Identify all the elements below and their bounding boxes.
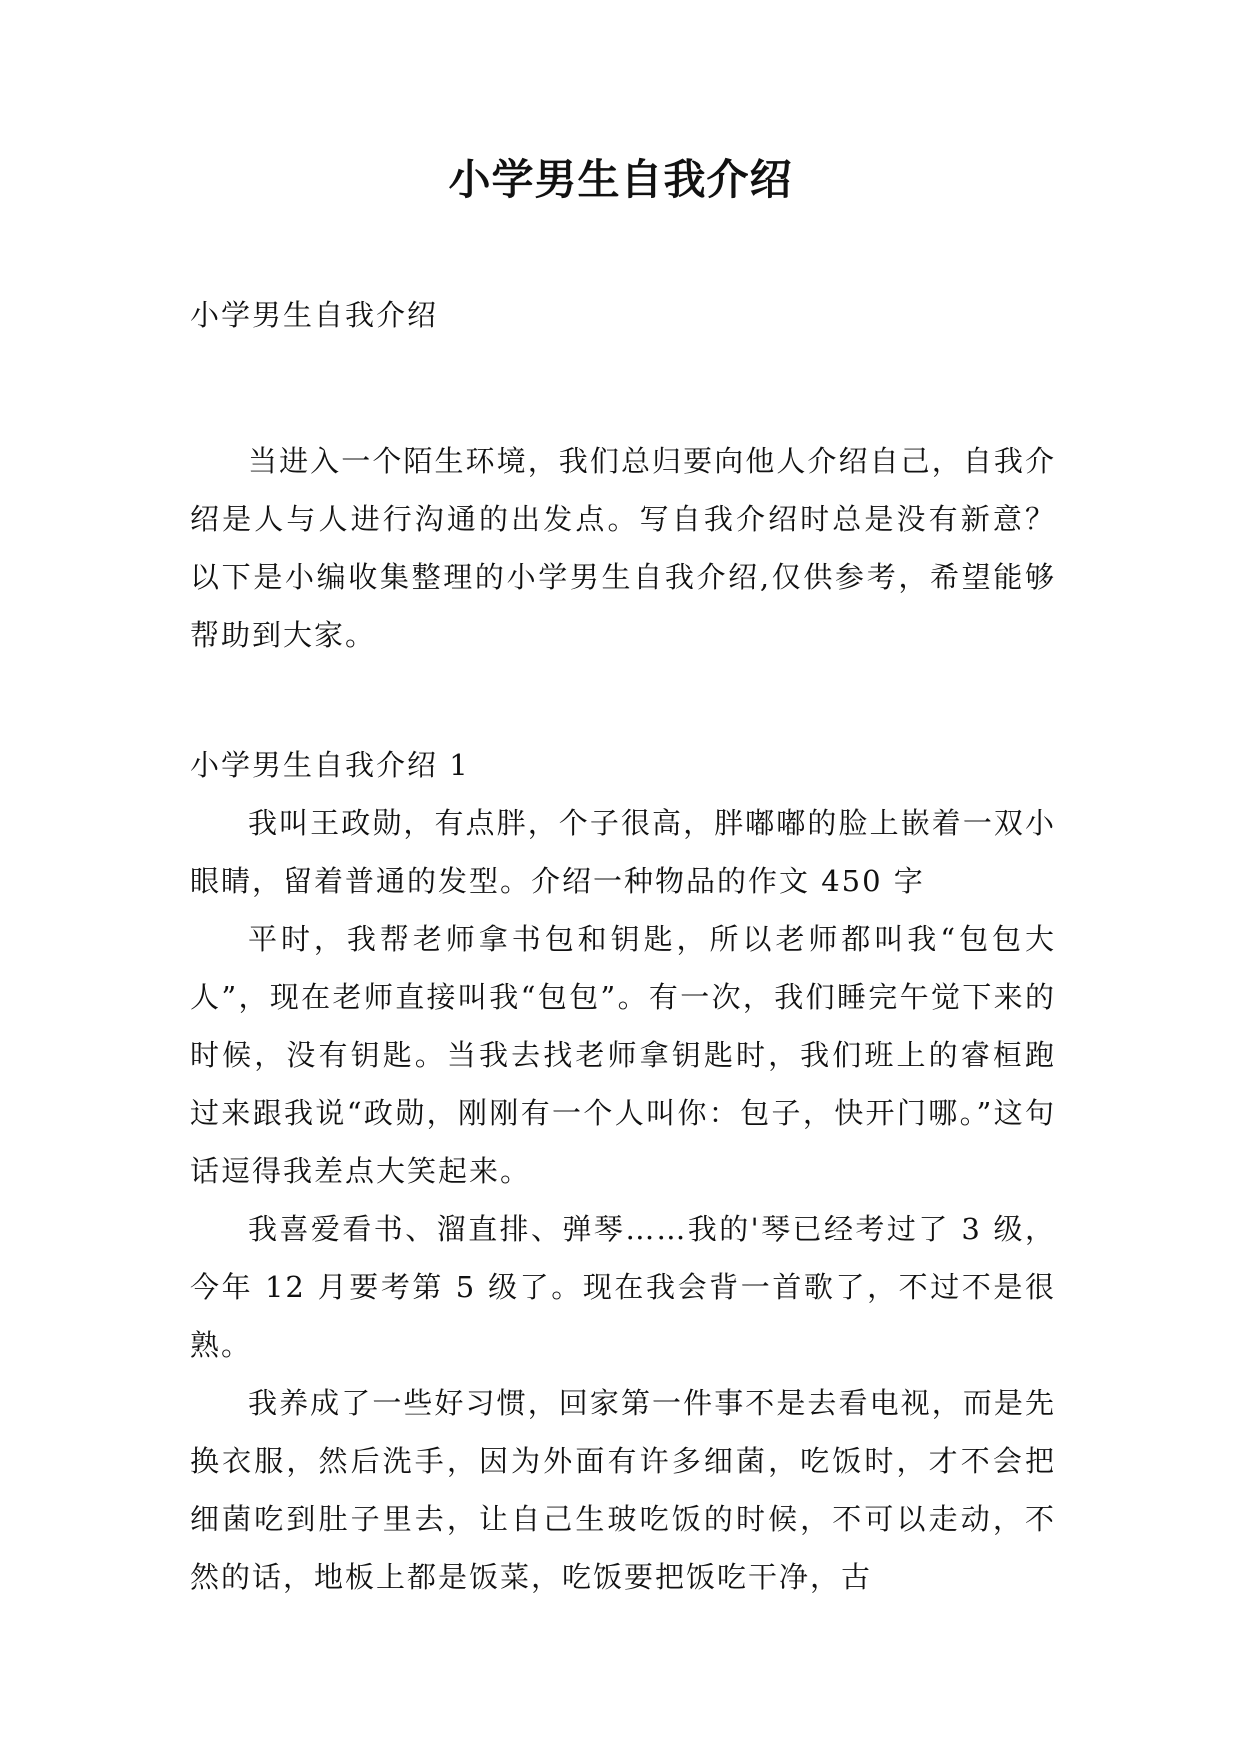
spacer: [190, 664, 1056, 736]
body-paragraph: 我叫王政勋，有点胖，个子很高，胖嘟嘟的脸上嵌着一双小眼睛，留着普通的发型。介绍一种物品的作文 450 字: [190, 806, 1056, 898]
intro-paragraph: 当进入一个陌生环境，我们总归要向他人介绍自己，自我介绍是人与人进行沟通的出发点。写自我介绍时总是没有新意？以下是小编收集整理的小学男生自我介绍,仅供参考，希望能够帮助到大家。: [190, 444, 1056, 652]
section-heading: 小学男生自我介绍 1: [190, 748, 470, 782]
document-title: 小学男生自我介绍: [448, 155, 793, 204]
body-paragraph: 我养成了一些好习惯，回家第一件事不是去看电视，而是先换衣服，然后洗手，因为外面有许多细菌，吃饭时，才不会把细菌吃到肚子里去，让自己生玻吃饭的时候，不可以走动，不然的话，地板上都是饭菜，吃饭要把饭吃干净，古: [190, 1386, 1056, 1594]
spacer: [190, 344, 1056, 432]
document-subtitle: 小学男生自我介绍: [190, 298, 439, 332]
body-paragraph: 平时，我帮老师拿书包和钥匙，所以老师都叫我“包包大人”，现在老师直接叫我“包包”。有一次，我们睡完午觉下来的时候，没有钥匙。当我去找老师拿钥匙时，我们班上的睿桓跑过来跟我说“政勋，刚刚有一个人叫你：包子，快开门哪。”这句话逗得我差点大笑起来。: [190, 922, 1056, 1188]
body-paragraph: 我喜爱看书、溜直排、弹琴……我的'琴已经考过了 3 级，今年 12 月要考第 5 级了。现在我会背一首歌了，不过不是很熟。: [190, 1212, 1056, 1362]
document-body: [190, 286, 1056, 1606]
